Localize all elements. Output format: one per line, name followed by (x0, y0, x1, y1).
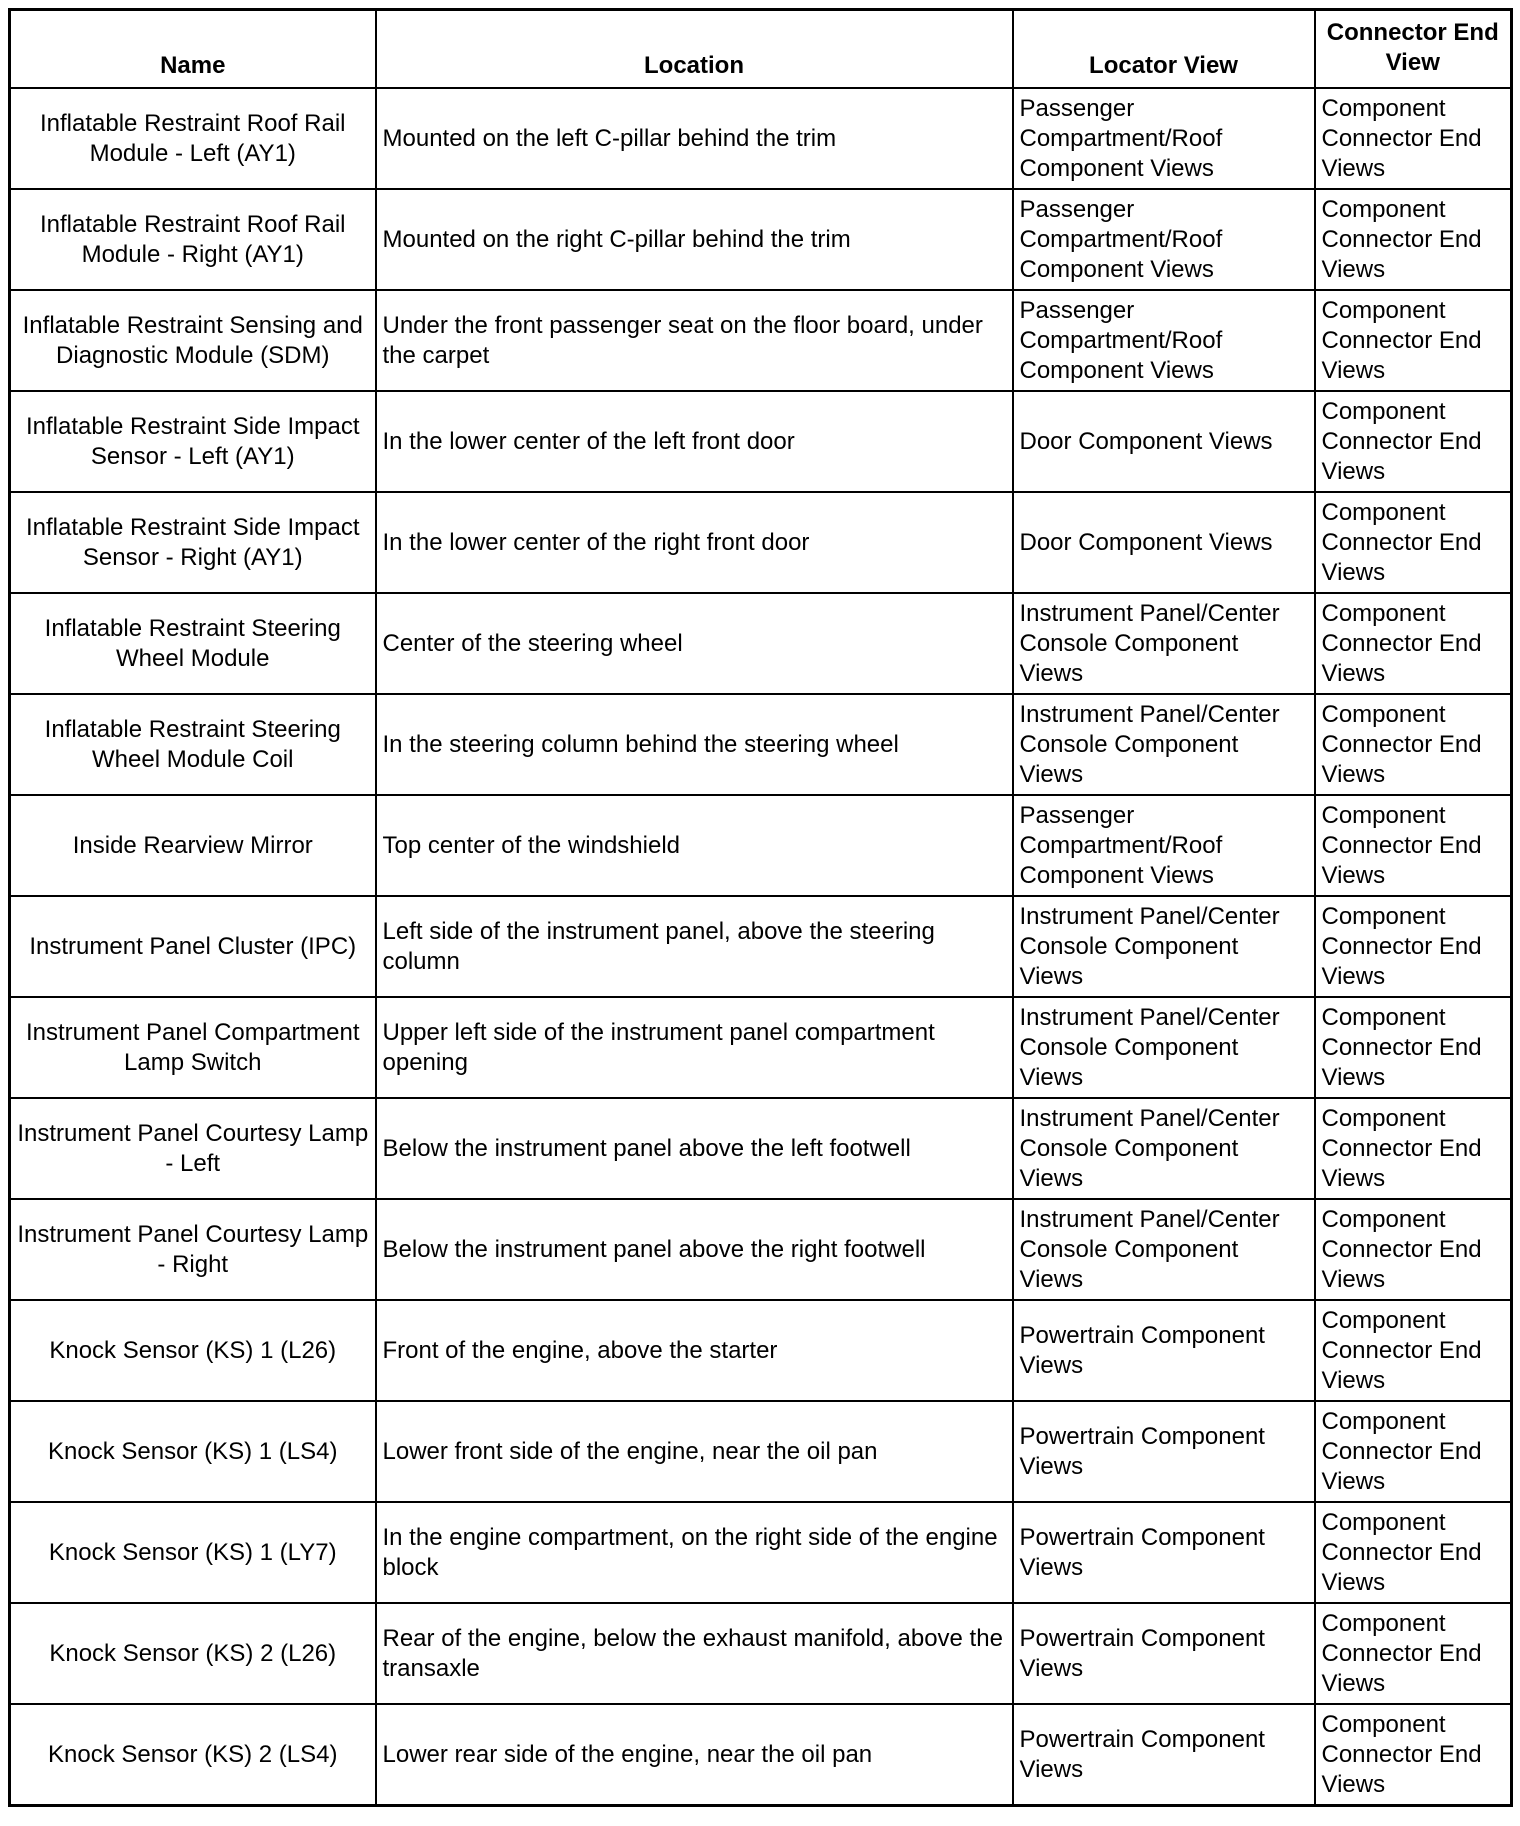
locator-view-cell: Powertrain Component Views (1013, 1401, 1315, 1502)
component-name-cell: Instrument Panel Compartment Lamp Switch (10, 997, 376, 1098)
table-row (10, 1199, 1512, 1300)
location-cell: Left side of the instrument panel, above the steering column (376, 896, 1013, 997)
locator-view-cell: Powertrain Component Views (1013, 1502, 1315, 1603)
component-name-cell: Inflatable Restraint Roof Rail Module - Left (AY1) (10, 88, 376, 189)
connector-end-view-cell: Component Connector End Views (1315, 795, 1512, 896)
component-name-cell: Inflatable Restraint Steering Wheel Module (10, 593, 376, 694)
connector-end-view-cell: Component Connector End Views (1315, 694, 1512, 795)
connector-end-view-cell: Component Connector End Views (1315, 1502, 1512, 1603)
location-cell: Lower front side of the engine, near the oil pan (376, 1401, 1013, 1502)
table-row (10, 1502, 1512, 1603)
connector-end-view-cell: Component Connector End Views (1315, 492, 1512, 593)
table-row (10, 391, 1512, 492)
component-name-cell: Instrument Panel Courtesy Lamp - Left (10, 1098, 376, 1199)
component-name-cell: Inflatable Restraint Side Impact Sensor - Right (AY1) (10, 492, 376, 593)
header-connector-end-view: Connector End View (1315, 10, 1512, 89)
table-row (10, 1300, 1512, 1401)
location-cell: Mounted on the right C-pillar behind the trim (376, 189, 1013, 290)
header-name: Name (10, 10, 376, 89)
component-name-cell: Inflatable Restraint Roof Rail Module - Right (AY1) (10, 189, 376, 290)
locator-view-cell: Passenger Compartment/Roof Component Views (1013, 189, 1315, 290)
connector-end-view-cell: Component Connector End Views (1315, 391, 1512, 492)
connector-end-view-cell: Component Connector End Views (1315, 997, 1512, 1098)
location-cell: In the engine compartment, on the right side of the engine block (376, 1502, 1013, 1603)
component-name-cell: Knock Sensor (KS) 1 (LY7) (10, 1502, 376, 1603)
component-name-cell: Knock Sensor (KS) 1 (L26) (10, 1300, 376, 1401)
table-row (10, 795, 1512, 896)
table-row (10, 1401, 1512, 1502)
location-cell: Center of the steering wheel (376, 593, 1013, 694)
locator-view-cell: Instrument Panel/Center Console Component Views (1013, 1098, 1315, 1199)
location-cell: Upper left side of the instrument panel compartment opening (376, 997, 1013, 1098)
location-cell: Mounted on the left C-pillar behind the trim (376, 88, 1013, 189)
table-body (10, 88, 1512, 1806)
table-row (10, 88, 1512, 189)
locator-view-cell: Instrument Panel/Center Console Component Views (1013, 694, 1315, 795)
locator-view-cell: Instrument Panel/Center Console Component Views (1013, 997, 1315, 1098)
location-cell: In the lower center of the left front door (376, 391, 1013, 492)
location-cell: Rear of the engine, below the exhaust manifold, above the transaxle (376, 1603, 1013, 1704)
connector-end-view-cell: Component Connector End Views (1315, 1300, 1512, 1401)
locator-view-cell: Powertrain Component Views (1013, 1300, 1315, 1401)
component-name-cell: Knock Sensor (KS) 2 (L26) (10, 1603, 376, 1704)
header-row (10, 10, 1512, 89)
table-row (10, 189, 1512, 290)
table-row (10, 1603, 1512, 1704)
connector-end-view-cell: Component Connector End Views (1315, 896, 1512, 997)
table-row (10, 694, 1512, 795)
table-row (10, 1098, 1512, 1199)
connector-end-view-cell: Component Connector End Views (1315, 593, 1512, 694)
locator-view-cell: Passenger Compartment/Roof Component Views (1013, 290, 1315, 391)
locator-view-cell: Passenger Compartment/Roof Component Views (1013, 88, 1315, 189)
location-cell: In the lower center of the right front door (376, 492, 1013, 593)
location-cell: Under the front passenger seat on the floor board, under the carpet (376, 290, 1013, 391)
locator-view-cell: Powertrain Component Views (1013, 1603, 1315, 1704)
table-row (10, 997, 1512, 1098)
component-name-cell: Inside Rearview Mirror (10, 795, 376, 896)
location-cell: Top center of the windshield (376, 795, 1013, 896)
locator-view-cell: Instrument Panel/Center Console Component Views (1013, 593, 1315, 694)
header-locator-view: Locator View (1013, 10, 1315, 89)
location-cell: Below the instrument panel above the left footwell (376, 1098, 1013, 1199)
table-row (10, 593, 1512, 694)
component-name-cell: Knock Sensor (KS) 1 (LS4) (10, 1401, 376, 1502)
location-cell: Front of the engine, above the starter (376, 1300, 1013, 1401)
locator-view-cell: Door Component Views (1013, 391, 1315, 492)
connector-end-view-cell: Component Connector End Views (1315, 1401, 1512, 1502)
connector-end-view-cell: Component Connector End Views (1315, 1603, 1512, 1704)
locator-view-cell: Passenger Compartment/Roof Component Views (1013, 795, 1315, 896)
table-header (10, 10, 1512, 89)
table-row (10, 290, 1512, 391)
component-name-cell: Inflatable Restraint Sensing and Diagnostic Module (SDM) (10, 290, 376, 391)
component-name-cell: Inflatable Restraint Steering Wheel Module Coil (10, 694, 376, 795)
component-name-cell: Knock Sensor (KS) 2 (LS4) (10, 1704, 376, 1806)
location-cell: Lower rear side of the engine, near the oil pan (376, 1704, 1013, 1806)
location-cell: Below the instrument panel above the right footwell (376, 1199, 1013, 1300)
component-locator-table (8, 8, 1513, 1807)
connector-end-view-cell: Component Connector End Views (1315, 290, 1512, 391)
locator-view-cell: Instrument Panel/Center Console Component Views (1013, 896, 1315, 997)
component-name-cell: Instrument Panel Cluster (IPC) (10, 896, 376, 997)
location-cell: In the steering column behind the steering wheel (376, 694, 1013, 795)
connector-end-view-cell: Component Connector End Views (1315, 1098, 1512, 1199)
connector-end-view-cell: Component Connector End Views (1315, 1199, 1512, 1300)
table-row (10, 1704, 1512, 1806)
connector-end-view-cell: Component Connector End Views (1315, 189, 1512, 290)
component-name-cell: Instrument Panel Courtesy Lamp - Right (10, 1199, 376, 1300)
header-location: Location (376, 10, 1013, 89)
locator-view-cell: Door Component Views (1013, 492, 1315, 593)
connector-end-view-cell: Component Connector End Views (1315, 1704, 1512, 1806)
connector-end-view-cell: Component Connector End Views (1315, 88, 1512, 189)
table-row (10, 492, 1512, 593)
component-name-cell: Inflatable Restraint Side Impact Sensor - Left (AY1) (10, 391, 376, 492)
locator-view-cell: Powertrain Component Views (1013, 1704, 1315, 1806)
locator-view-cell: Instrument Panel/Center Console Component Views (1013, 1199, 1315, 1300)
table-row (10, 896, 1512, 997)
